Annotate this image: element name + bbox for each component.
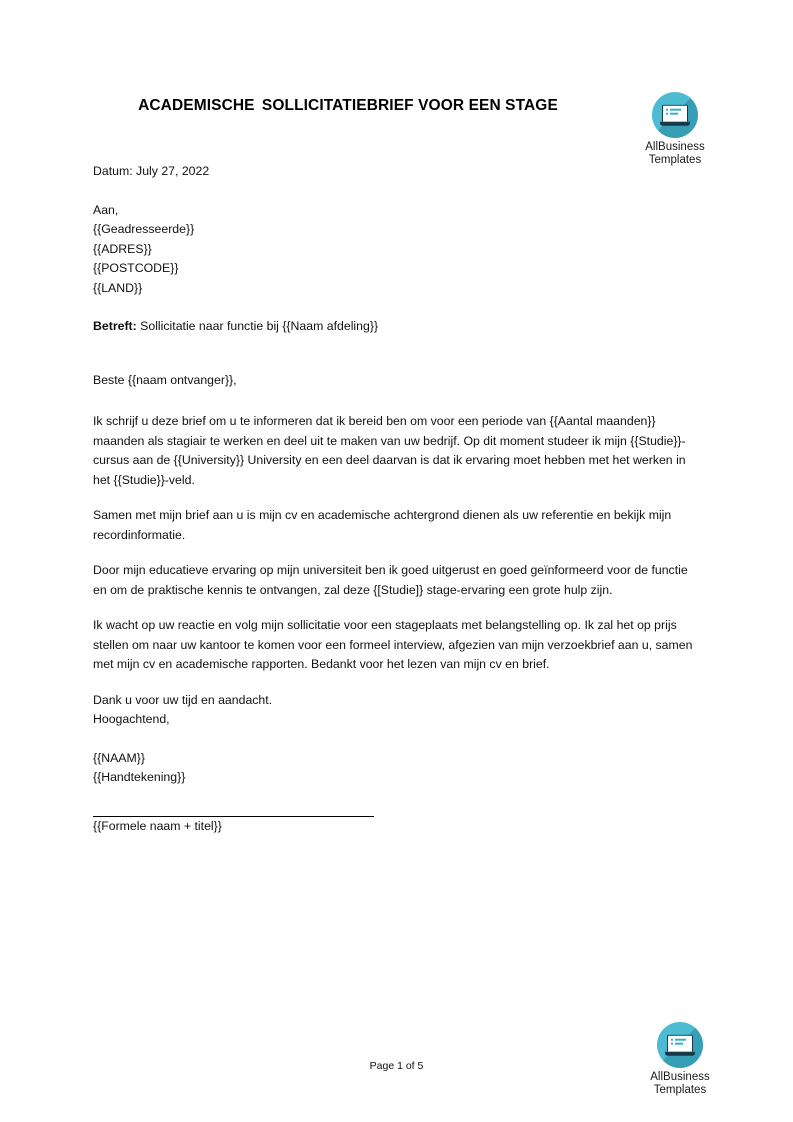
brand-name-line-2: Templates <box>653 1084 707 1096</box>
spacer <box>93 730 703 749</box>
paragraph-2: Samen met mijn brief aan u is mijn cv en academische achtergrond dienen als uw referentie en bekijk mijn recordinformatie. <box>93 508 672 542</box>
signer-signature: {{Handtekening}} <box>93 770 186 784</box>
recipient-block <box>93 201 703 299</box>
logo-laptop-base <box>665 1052 695 1056</box>
subject-label: Betreft: <box>93 319 137 333</box>
paragraph-1: Ik schrijf u deze brief om u te informeren dat ik bereid ben om voor een periode van {{Aantal maanden}} maanden als stagiair te werken en deel uit te maken van uw bedrijf. Op dit moment studeer ik mijn {{Studie}}-cursus aan de {{University}} University en een deel daarvan is dat ik ervaring moet hebben met het werken in het {{Studie}}-veld. <box>93 414 686 487</box>
logo-screen-bullet <box>671 1039 673 1041</box>
laptop-document-icon <box>657 1022 703 1068</box>
spacer <box>93 182 703 201</box>
spacer <box>93 390 703 412</box>
page-indicator: Page 1 of 5 <box>369 1060 424 1072</box>
logo-screen-row <box>666 113 684 115</box>
header-brand-logo <box>615 92 735 167</box>
spacer <box>93 490 703 506</box>
subject-text: Sollicitatie naar functie bij {{Naam afdeling}} <box>140 319 379 333</box>
spacer <box>93 675 703 691</box>
brand-name-line-2: Templates <box>648 154 702 166</box>
logo-screen-line <box>670 113 678 115</box>
signer-name: {{NAAM}} <box>93 750 145 765</box>
logo-laptop <box>665 1035 695 1056</box>
recipient-line: {{ADRES}} <box>93 241 152 256</box>
logo-laptop-screen <box>667 1035 693 1052</box>
brand-name-line-1: AllBusiness <box>645 141 705 153</box>
laptop-document-icon <box>652 92 698 138</box>
logo-screen-bullet <box>671 1043 673 1045</box>
signature-caption: {{Formele naam + titel}} <box>93 818 222 833</box>
logo-laptop-base <box>660 122 690 126</box>
recipient-line: Aan, <box>93 202 119 217</box>
page-title-part-1: ACADEMISCHE <box>138 97 255 114</box>
logo-laptop <box>660 105 690 126</box>
recipient-line: {{LAND}} <box>93 280 143 295</box>
footer-brand-logo <box>620 1022 740 1097</box>
logo-screen-line <box>675 1039 686 1041</box>
paragraph-3: Door mijn educatieve ervaring op mijn universiteit ben ik goed uitgerust en goed geïnformeerd voor de functie en om de praktische kennis te ontvangen, zal deze {[Studie]} stage-ervaring een grote hulp zijn. <box>93 563 688 597</box>
logo-screen-row <box>671 1039 689 1041</box>
spacer <box>93 600 703 616</box>
page-title-part-2: SOLLICITATIEBRIEF VOOR EEN STAGE <box>261 97 558 114</box>
page-title <box>93 97 603 115</box>
logo-screen-row <box>671 1043 689 1045</box>
title-spacer <box>255 97 262 114</box>
brand-name-line-1: AllBusiness <box>650 1071 710 1083</box>
closing-thanks: Dank u voor uw tijd en aandacht. <box>93 692 273 707</box>
logo-laptop-screen <box>662 105 688 122</box>
spacer <box>93 788 703 816</box>
date-line: Datum: July 27, 2022 <box>93 164 210 178</box>
logo-screen-line <box>675 1043 683 1045</box>
logo-screen-bullet <box>666 113 668 115</box>
spacer <box>93 545 703 561</box>
recipient-line: {{POSTCODE}} <box>93 261 179 275</box>
logo-screen-line <box>670 109 681 111</box>
recipient-line: {{Geadresseerde}} <box>93 222 195 236</box>
closing-block <box>93 691 703 730</box>
signer-block <box>93 749 703 788</box>
logo-screen-bullet <box>666 109 668 111</box>
paragraph-4: Ik wacht op uw reactie en volg mijn sollicitatie voor een stageplaats met belangstelling op. Ik zal het op prijs stellen om naar uw kantoor te komen voor een formeel interview, afgezien van mijn verzoekbrief aan u, samen met mijn cv en academische rapporten. Bedankt voor het lezen van mijn cv en brief. <box>93 618 693 671</box>
brand-name <box>620 1071 740 1097</box>
subject-line <box>93 317 703 337</box>
spacer <box>93 298 703 317</box>
closing-regards: Hoogachtend, <box>93 712 170 726</box>
logo-screen-row <box>666 109 684 111</box>
letter-body <box>93 162 703 836</box>
salutation: Beste {{naam ontvanger}}, <box>93 372 237 387</box>
spacer <box>93 337 703 371</box>
